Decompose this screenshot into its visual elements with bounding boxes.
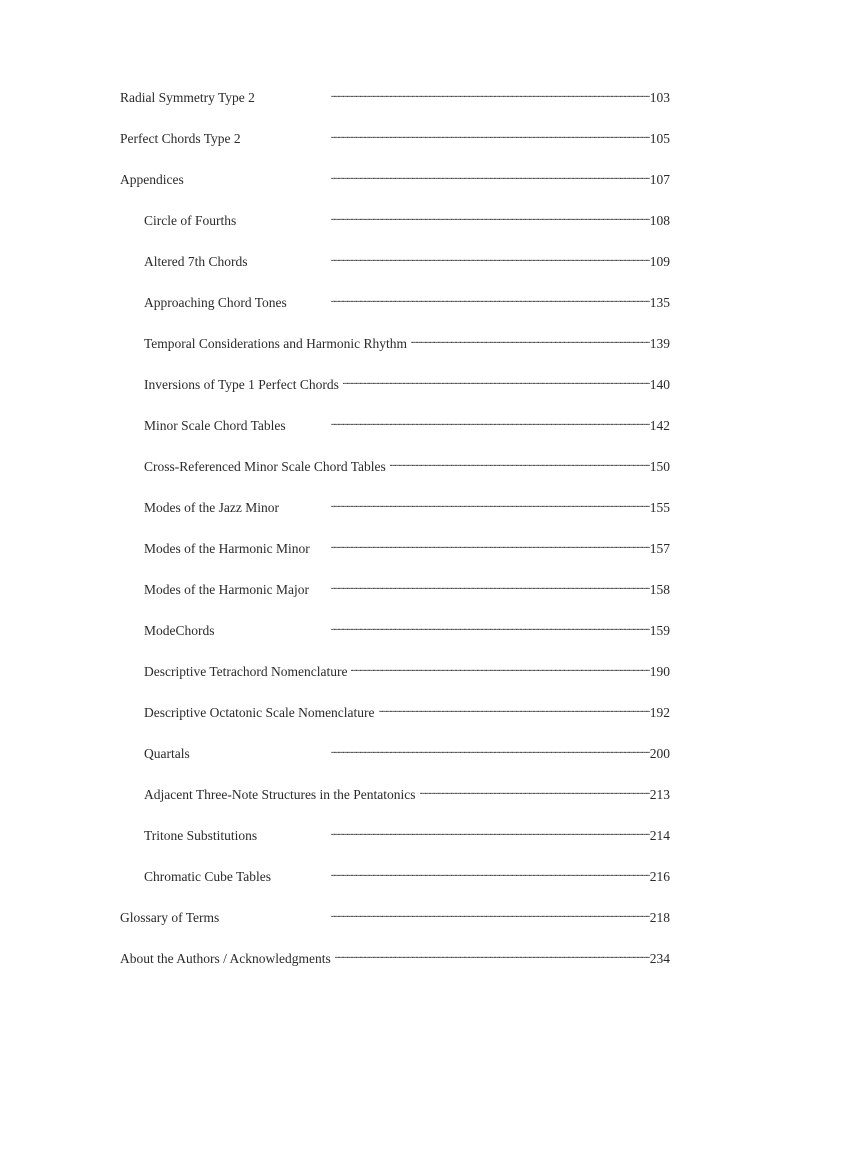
- toc-dot-leader: [290, 418, 650, 430]
- toc-entry-page: 107: [649, 172, 670, 187]
- toc-entry-page: 234: [649, 951, 670, 966]
- toc-dot-leader: [343, 377, 650, 389]
- toc-entry-title: Glossary of Terms: [120, 910, 220, 925]
- toc-entry-page: 109: [649, 254, 670, 269]
- toc-dot-leader: [411, 336, 650, 348]
- toc-entry-page: 150: [649, 459, 670, 474]
- toc-entry-title: Descriptive Octatonic Scale Nomenclature: [144, 705, 375, 720]
- toc-entry-page: 159: [649, 623, 670, 638]
- toc-subentry: [120, 621, 670, 662]
- toc-entry-page: 105: [649, 131, 670, 146]
- toc-subentry: [120, 744, 670, 785]
- toc-entry-page: 158: [649, 582, 670, 597]
- toc-dot-leader: [245, 131, 650, 143]
- toc-subentry: [120, 375, 670, 416]
- toc-subentry: [120, 211, 670, 252]
- toc-entry-title: Inversions of Type 1 Perfect Chords: [144, 377, 339, 392]
- toc-entry-page: 200: [649, 746, 670, 761]
- toc-entry-page: 140: [649, 377, 670, 392]
- toc-entry-title: Quartals: [144, 746, 190, 761]
- toc-entry-title: About the Authors / Acknowledgments: [120, 951, 331, 966]
- toc-entry-title: Modes of the Harmonic Major: [144, 582, 309, 597]
- toc-entry-page: 192: [649, 705, 670, 720]
- toc-entry-title: Chromatic Cube Tables: [144, 869, 272, 884]
- toc-entry-page: 213: [649, 787, 670, 802]
- toc-entry-title: Modes of the Harmonic Minor: [144, 541, 310, 556]
- toc-entry-title: ModeChords: [144, 623, 215, 638]
- toc-entry-title: Temporal Considerations and Harmonic Rhythm: [144, 336, 408, 351]
- toc-subentry: [120, 334, 670, 375]
- toc-subentry: [120, 252, 670, 293]
- toc-subentry: [120, 293, 670, 334]
- toc-entry: [120, 88, 670, 129]
- toc-entry-title: Minor Scale Chord Tables: [144, 418, 286, 433]
- toc-subentry: [120, 662, 670, 703]
- toc-dot-leader: [223, 910, 649, 922]
- toc-dot-leader: [420, 787, 650, 799]
- toc-dot-leader: [390, 459, 650, 471]
- toc-entry-page: 218: [649, 910, 670, 925]
- toc-entry-title: Approaching Chord Tones: [144, 295, 287, 310]
- toc-dot-leader: [275, 869, 650, 881]
- toc-entry-title: Descriptive Tetrachord Nomenclature: [144, 664, 348, 679]
- toc-entry-page: 135: [649, 295, 670, 310]
- toc-subentry: [120, 457, 670, 498]
- toc-entry: [120, 129, 670, 170]
- toc-dot-leader: [240, 213, 650, 225]
- toc-entry-page: 214: [649, 828, 670, 843]
- toc-dot-leader: [313, 582, 650, 594]
- toc-entry-title: Tritone Substitutions: [144, 828, 258, 843]
- toc-dot-leader: [283, 500, 650, 512]
- toc-entry-title: Modes of the Jazz Minor: [144, 500, 279, 515]
- toc-dot-leader: [379, 705, 650, 717]
- toc-dot-leader: [261, 828, 650, 840]
- toc-dot-leader: [259, 90, 650, 102]
- toc-subentry: [120, 826, 670, 867]
- toc-entry: [120, 170, 670, 211]
- toc-entry-title: Cross-Referenced Minor Scale Chord Tables: [144, 459, 386, 474]
- toc-dot-leader: [335, 951, 650, 963]
- toc-entry-title: Adjacent Three-Note Structures in the Pentatonics: [144, 787, 416, 802]
- toc-dot-leader: [314, 541, 650, 553]
- toc-subentry: [120, 498, 670, 539]
- toc-entry-page: 216: [649, 869, 670, 884]
- toc-dot-leader: [194, 746, 650, 758]
- toc-entry-page: 108: [649, 213, 670, 228]
- toc-dot-leader: [291, 295, 650, 307]
- toc-entry-page: 157: [649, 541, 670, 556]
- toc-dot-leader: [252, 254, 650, 266]
- toc-subentry: [120, 580, 670, 621]
- toc-entry-page: 155: [649, 500, 670, 515]
- toc-entry: [120, 949, 670, 990]
- toc-dot-leader: [188, 172, 650, 184]
- toc-subentry: [120, 539, 670, 580]
- toc-entry-title: Radial Symmetry Type 2: [120, 90, 255, 105]
- toc-subentry: [120, 416, 670, 457]
- toc-subentry: [120, 785, 670, 826]
- toc-entry-page: 103: [649, 90, 670, 105]
- toc-subentry: [120, 867, 670, 908]
- toc-entry-title: Circle of Fourths: [144, 213, 237, 228]
- toc-entry-title: Altered 7th Chords: [144, 254, 248, 269]
- toc-entry-page: 190: [649, 664, 670, 679]
- toc-dot-leader: [219, 623, 650, 635]
- toc-entry-page: 142: [649, 418, 670, 433]
- toc-entry-title: Perfect Chords Type 2: [120, 131, 241, 146]
- toc-dot-leader: [351, 664, 649, 676]
- toc-subentry: [120, 703, 670, 744]
- toc-entry: [120, 908, 670, 949]
- toc-entry-title: Appendices: [120, 172, 184, 187]
- table-of-contents: [120, 88, 670, 990]
- toc-entry-page: 139: [649, 336, 670, 351]
